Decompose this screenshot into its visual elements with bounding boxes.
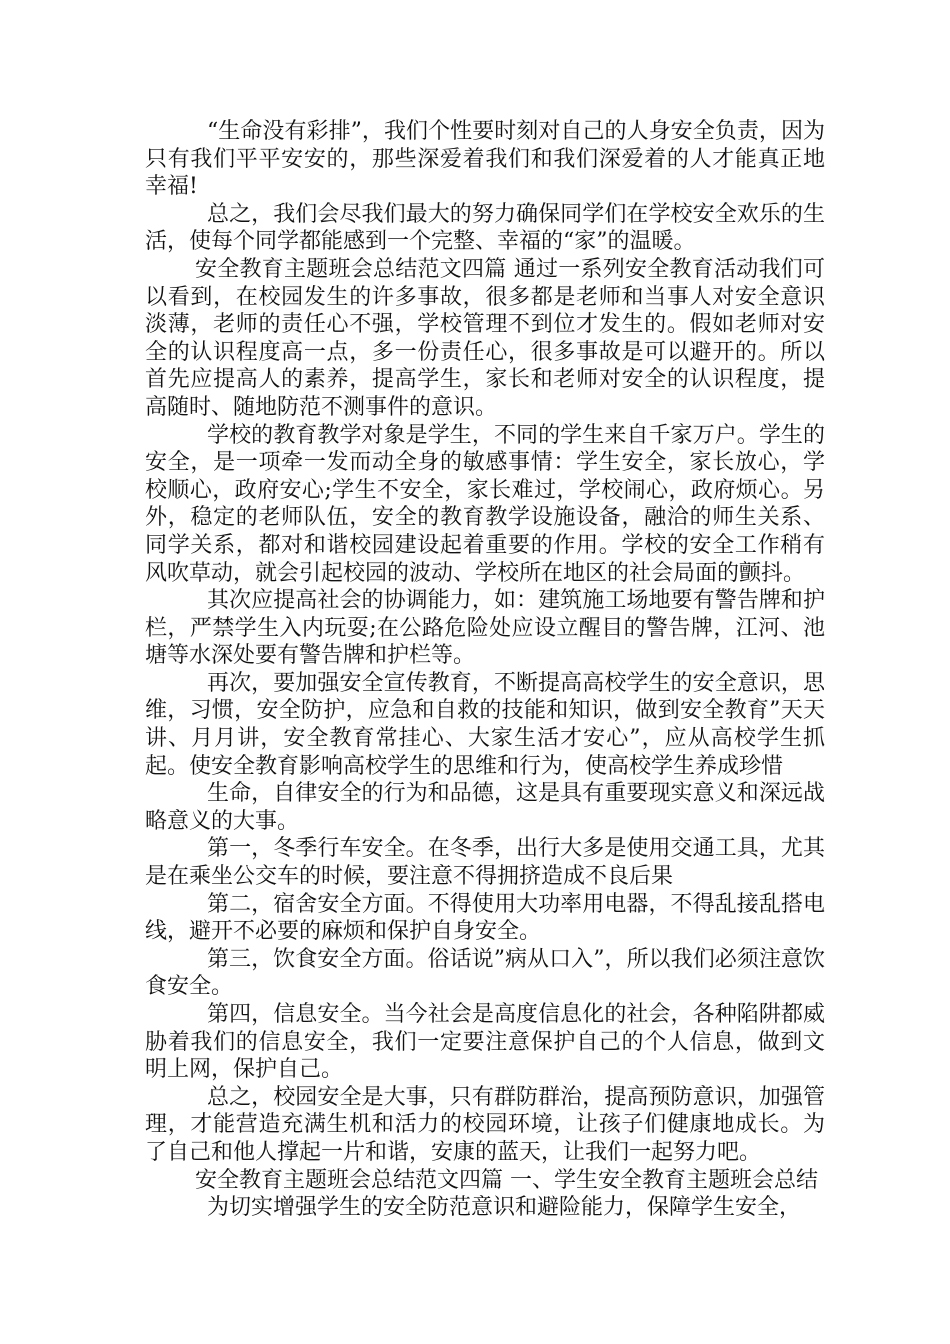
paragraph-life: 生命，自律安全的行为和品德，这是具有重要现实意义和深远战略意义的大事。 (145, 781, 825, 834)
paragraph-second: 第二，宿舍安全方面。不得使用大功率用电器，不得乱接乱搭电线，避开不必要的麻烦和保护自身安全。 (145, 891, 825, 945)
paragraph-society: 其次应提高社会的协调能力，如：建筑施工场地要有警告牌和护栏，严禁学生入内玩耍;在公路危险处应设立醒目的警告牌，江河、池塘等水深处要有警告牌和护栏等。 (145, 588, 825, 669)
paragraph-students: 学校的教育教学对象是学生，不同的学生来自千家万户。学生的安全，是一项牵一发而动全身的敏感事情：学生安全，家长放心，学校顺心，政府安心;学生不安全，家长难过，学校闹心，政府烦心。另外，稳定的老师队伍，安全的教育教学设施设备，融洽的师生关系、同学关系，都对和谐校园建设起着重要的作用。学校的安全工作稍有风吹草动，就会引起校园的波动、学校所在地区的社会局面的颤抖。 (145, 422, 825, 586)
paragraph-section-four: 安全教育主题班会总结范文四篇 通过一系列安全教育活动我们可以看到，在校园发生的许多事故，很多都是老师和当事人对安全意识淡薄，老师的责任心不强，学校管理不到位才发生的。假如老师对安全的认识程度高一点，多一份责任心，很多事故是可以避开的。所以首先应提高人的素养，提高学生，家长和老师对安全的认识程度，提高随时、随地防范不测事件的意识。 (145, 256, 825, 420)
paragraph-conclusion-2: 总之，校园安全是大事，只有群防群治，提高预防意识，加强管理，才能营造充满生机和活力的校园环境，让孩子们健康地成长。为了自己和他人撑起一片和谐，安康的蓝天，让我们一起努力吧。 (145, 1084, 825, 1165)
paragraph-third: 第三，饮食安全方面。俗话说”病从口入”，所以我们必须注意饮食安全。 (145, 946, 825, 1000)
paragraph-education: 再次，要加强安全宣传教育，不断提高高校学生的安全意识，思维，习惯，安全防护，应急和自救的技能和知识，做到安全教育”天天讲、月月讲，安全教育常挂心、大家生活才安心”，应从高校学生抓起。使安全教育影响高校学生的思维和行为，使高校学生养成珍惜 (145, 670, 825, 779)
paragraph-fourth: 第四，信息安全。当今社会是高度信息化的社会，各种陷阱都威胁着我们的信息安全，我们一定要注意保护自己的个人信息，做到文明上网，保护自己。 (145, 1002, 825, 1083)
paragraph-section-title: 安全教育主题班会总结范文四篇 一、学生安全教育主题班会总结 (195, 1167, 818, 1193)
document-body (145, 118, 825, 1222)
paragraph-intro: “生命没有彩排”，我们个性要时刻对自己的人身安全负责，因为只有我们平平安安的，那些深爱着我们和我们深爱着的人才能真正地幸福! (145, 119, 825, 200)
paragraph-first: 第一，冬季行车安全。在冬季，出行大多是使用交通工具，尤其是在乘坐公交车的时候，要注意不得拥挤造成不良后果 (145, 836, 825, 890)
paragraph-conclusion-1: 总之，我们会尽我们最大的努力确保同学们在学校安全欢乐的生活，使每个同学都能感到一个完整、幸福的“家”的温暖。 (145, 201, 825, 255)
paragraph-final: 为切实增强学生的安全防范意识和避险能力，保障学生安全， (207, 1195, 802, 1221)
